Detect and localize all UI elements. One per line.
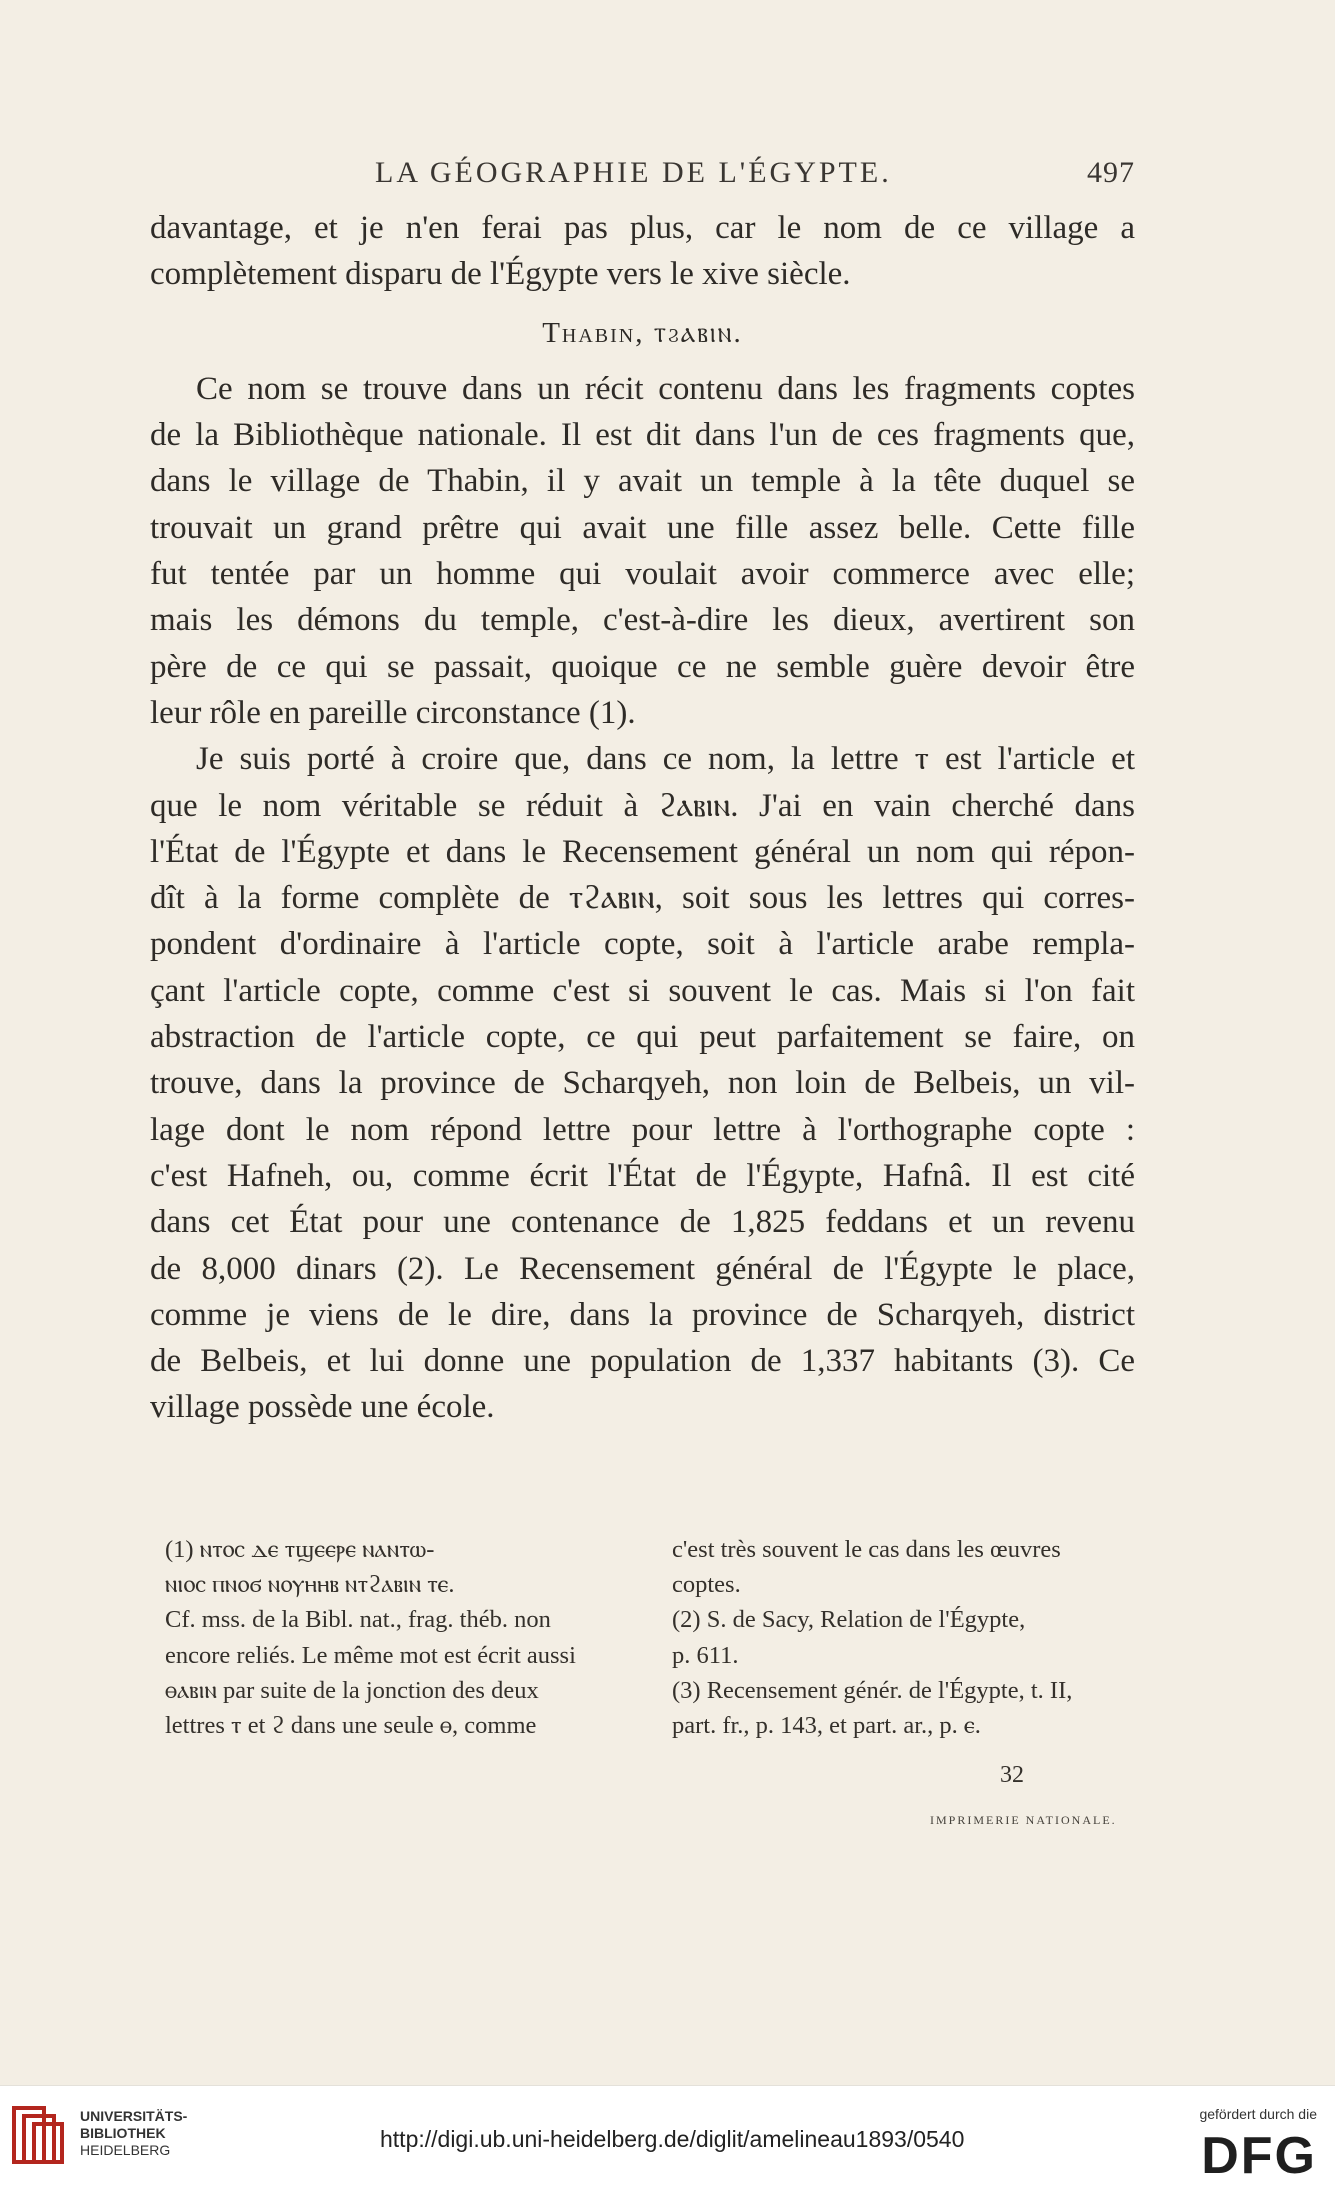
page-title: LA GÉOGRAPHIE DE L'ÉGYPTE. <box>375 156 892 189</box>
university-library-logo-icon <box>10 2102 66 2168</box>
text-line: dît à la forme complète de ⲧϩⲁⲃⲓⲛ, soit sous les lettres qui corres- <box>150 880 1135 917</box>
footnote-line: (2) S. de Sacy, Relation de l'Égypte, <box>672 1606 1026 1634</box>
text-line: de la Bibliothèque nationale. Il est dit dans l'un de ces fragments que, <box>150 417 1135 454</box>
section-heading: Thabin, ⲧϩⲁⲃⲓⲛ. <box>542 316 743 349</box>
footnote-line: lettres ⲧ et ϩ dans une seule ⲑ, comme <box>165 1712 537 1740</box>
text-line: trouvait un grand prêtre qui avait une fille assez belle. Cette fille <box>150 509 1135 546</box>
text-line: complètement disparu de l'Égypte vers le xive siècle. <box>150 256 851 293</box>
footnote-line: ⲑⲁⲃⲓⲛ par suite de la jonction des deux <box>165 1676 539 1704</box>
text-line: mais les démons du temple, c'est-à-dire les dieux, avertirent son <box>150 602 1135 639</box>
text-line: trouve, dans la province de Scharqyeh, non loin de Belbeis, un vil- <box>150 1065 1135 1102</box>
text-line: leur rôle en pareille circonstance (1). <box>150 694 636 731</box>
imprint: IMPRIMERIE NATIONALE. <box>930 1813 1117 1827</box>
footnote-line: encore reliés. Le même mot est écrit aussi <box>165 1641 576 1669</box>
text-line: Ce nom se trouve dans un récit contenu dans les fragments coptes <box>196 370 1135 407</box>
library-name-line: UNIVERSITÄTS- <box>80 2108 188 2124</box>
text-line: de 8,000 dinars (2). Le Recensement général de l'Égypte le place, <box>150 1250 1135 1287</box>
page-number: 497 <box>1087 156 1135 189</box>
text-line: village possède une école. <box>150 1389 495 1426</box>
running-head <box>150 156 1135 196</box>
text-line: dans cet État pour une contenance de 1,825 feddans et un revenu <box>150 1204 1135 1241</box>
dfg-logo[interactable]: DFG <box>1201 2127 1317 2185</box>
signature-mark: 32 <box>1000 1762 1024 1788</box>
footnote-column-right <box>672 1532 1135 1743</box>
library-name[interactable] <box>80 2108 187 2159</box>
text-line: l'État de l'Égypte et dans le Recensement général un nom qui répon- <box>150 833 1135 870</box>
library-name-line: HEIDELBERG <box>80 2142 171 2158</box>
text-line: Je suis porté à croire que, dans ce nom, la lettre ⲧ est l'article et <box>196 741 1135 778</box>
text-line: de Belbeis, et lui donne une population de 1,337 habitants (3). Ce <box>150 1343 1135 1380</box>
text-line: pondent d'ordinaire à l'article copte, soit à l'article arabe rempla- <box>150 926 1135 963</box>
text-line: lage dont le nom répond lettre pour lettre à l'orthographe copte : <box>150 1111 1135 1148</box>
footnote-line: ⲛⲓⲟⲥ ⲡⲛⲟϭ ⲛⲟⲩⲏⲏⲃ ⲛⲧϩⲁⲃⲓⲛ ⲧⲉ. <box>165 1571 455 1599</box>
text-line: comme je viens de le dire, dans la province de Scharqyeh, district <box>150 1296 1135 1333</box>
footnote-line: Cf. mss. de la Bibl. nat., frag. théb. non <box>165 1606 551 1634</box>
footnote-column-left <box>165 1532 620 1743</box>
footnote-line: part. fr., p. 143, et part. ar., p. ⲉ. <box>672 1712 981 1740</box>
text-line: dans le village de Thabin, il y avait un temple à la tête duquel se <box>150 463 1135 500</box>
viewer-footer <box>0 2085 1335 2192</box>
text-line: davantage, et je n'en ferai pas plus, car le nom de ce village a <box>150 210 1135 246</box>
body-text <box>150 205 1135 1431</box>
funding-caption: gefördert durch die <box>1199 2106 1317 2122</box>
text-line: c'est Hafneh, ou, comme écrit l'État de l'Égypte, Hafnâ. Il est cité <box>150 1157 1135 1194</box>
text-line: père de ce qui se passait, quoique ce ne semble guère devoir être <box>150 648 1135 685</box>
permalink-url[interactable]: http://digi.ub.uni-heidelberg.de/diglit/amelineau1893/0540 <box>380 2126 965 2152</box>
footnote-line: (3) Recensement génér. de l'Égypte, t. II, <box>672 1676 1073 1704</box>
library-name-line: BIBLIOTHEK <box>80 2125 166 2141</box>
text-line: que le nom véritable se réduit à ϩⲁⲃⲓⲛ. J'ai en vain cherché dans <box>150 787 1135 824</box>
text-line: fut tentée par un homme qui voulait avoir commerce avec elle; <box>150 556 1135 593</box>
footnote-line: c'est très souvent le cas dans les œuvres <box>672 1536 1061 1563</box>
footnote-line: coptes. <box>672 1571 741 1599</box>
footnote-line: (1) ⲛⲧⲟⲥ ⲇⲉ ⲧϣⲉⲉⲣⲉ ⲛⲁⲛⲧⲱ- <box>165 1536 435 1563</box>
text-line: çant l'article copte, comme c'est si souvent le cas. Mais si l'on fait <box>150 972 1135 1009</box>
text-line: abstraction de l'article copte, ce qui peut parfaitement se faire, on <box>150 1019 1135 1056</box>
footnote-line: p. 611. <box>672 1641 739 1669</box>
